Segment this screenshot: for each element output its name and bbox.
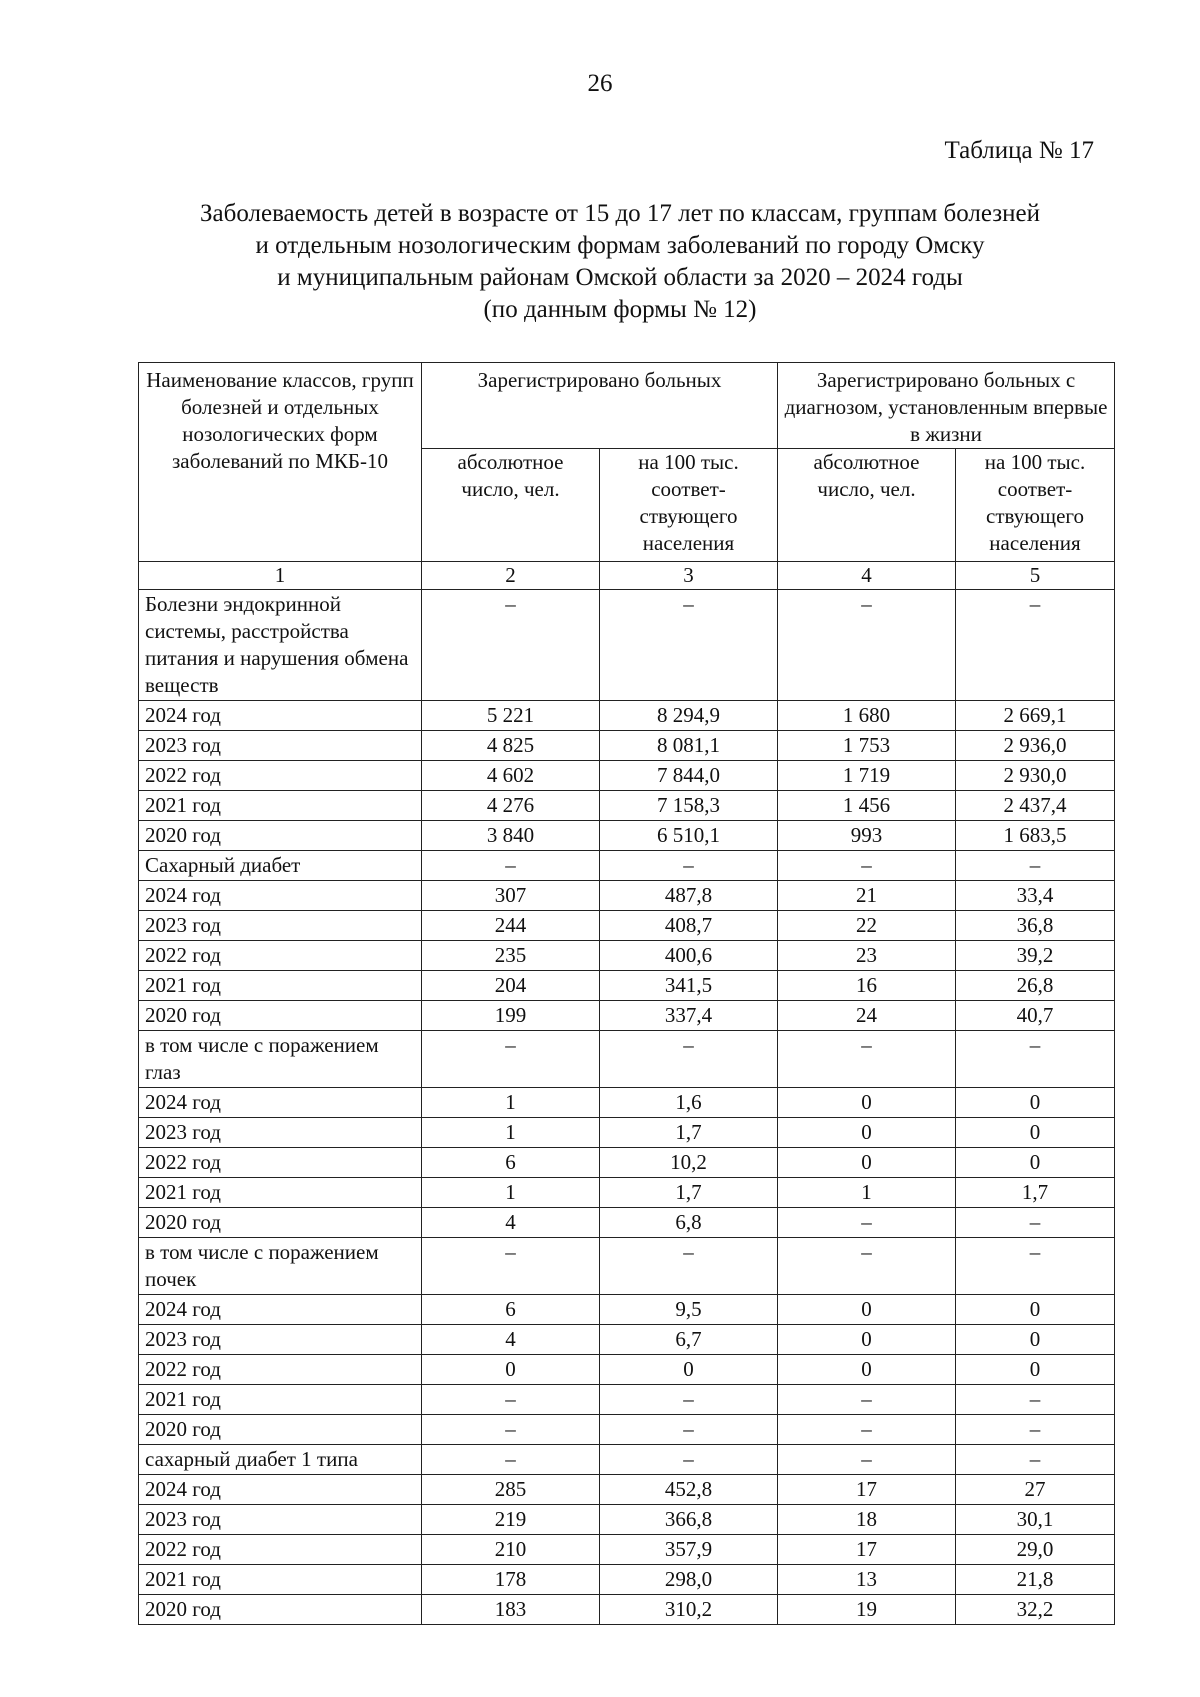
row-name: 2021 год <box>139 1565 422 1595</box>
cell-c3: – <box>600 1031 778 1088</box>
table-row <box>139 1505 1115 1535</box>
row-name: 2020 год <box>139 1595 422 1625</box>
cell-c2: – <box>422 1385 600 1415</box>
cell-c4: – <box>778 1415 956 1445</box>
cell-c3: 337,4 <box>600 1001 778 1031</box>
cell-c2: 6 <box>422 1295 600 1325</box>
cell-c5: 36,8 <box>956 911 1115 941</box>
cell-c3: 8 081,1 <box>600 731 778 761</box>
table-row <box>139 821 1115 851</box>
row-name: 2024 год <box>139 1295 422 1325</box>
table-row <box>139 731 1115 761</box>
cell-c2: 219 <box>422 1505 600 1535</box>
cell-c4: 19 <box>778 1595 956 1625</box>
cell-c4: 0 <box>778 1295 956 1325</box>
cell-c5: 2 930,0 <box>956 761 1115 791</box>
cell-c5: 26,8 <box>956 971 1115 1001</box>
cell-c4: 17 <box>778 1535 956 1565</box>
table-row <box>139 851 1115 881</box>
table-row <box>139 1475 1115 1505</box>
cell-c2: – <box>422 1415 600 1445</box>
cell-c2: 4 276 <box>422 791 600 821</box>
row-name: 2022 год <box>139 941 422 971</box>
cell-c3: 452,8 <box>600 1475 778 1505</box>
table-row <box>139 1208 1115 1238</box>
row-name: 2020 год <box>139 1208 422 1238</box>
cell-c5: 0 <box>956 1325 1115 1355</box>
cell-c5: 32,2 <box>956 1595 1115 1625</box>
table-row <box>139 1535 1115 1565</box>
morbidity-table <box>138 362 1115 1625</box>
cell-c3: – <box>600 1445 778 1475</box>
cell-c4: 13 <box>778 1565 956 1595</box>
cell-c5: – <box>956 1238 1115 1295</box>
table-row <box>139 1325 1115 1355</box>
cell-c4: 1 <box>778 1178 956 1208</box>
cell-c3: – <box>600 1238 778 1295</box>
cell-c3: 408,7 <box>600 911 778 941</box>
cell-c2: – <box>422 1238 600 1295</box>
table-row <box>139 1238 1115 1295</box>
cell-c5: – <box>956 1415 1115 1445</box>
cell-c4: 22 <box>778 911 956 941</box>
cell-c2: 307 <box>422 881 600 911</box>
row-name: 2023 год <box>139 1118 422 1148</box>
cell-c3: 0 <box>600 1355 778 1385</box>
cell-c4: 1 456 <box>778 791 956 821</box>
table-label: Таблица № 17 <box>944 137 1094 164</box>
row-name: 2021 год <box>139 1178 422 1208</box>
header-registered-first: Зарегистрировано больных с диагнозом, установленным впервые в жизни <box>778 363 1115 449</box>
cell-c2: 4 <box>422 1208 600 1238</box>
header-absolute: абсолютное число, чел. <box>422 449 600 562</box>
cell-c4: 23 <box>778 941 956 971</box>
cell-c2: 4 825 <box>422 731 600 761</box>
cell-c2: 5 221 <box>422 701 600 731</box>
table-row <box>139 1001 1115 1031</box>
table-row <box>139 791 1115 821</box>
cell-c4: 17 <box>778 1475 956 1505</box>
cell-c2: 199 <box>422 1001 600 1031</box>
cell-c5: 2 669,1 <box>956 701 1115 731</box>
cell-c3: 366,8 <box>600 1505 778 1535</box>
title-line: (по данным формы № 12) <box>483 296 757 323</box>
cell-c4: 1 753 <box>778 731 956 761</box>
row-name: 2023 год <box>139 1325 422 1355</box>
cell-c3: 487,8 <box>600 881 778 911</box>
cell-c5: 0 <box>956 1148 1115 1178</box>
row-name: 2022 год <box>139 1535 422 1565</box>
cell-c3: 7 844,0 <box>600 761 778 791</box>
cell-c5: 1 683,5 <box>956 821 1115 851</box>
cell-c3: 7 158,3 <box>600 791 778 821</box>
cell-c3: 357,9 <box>600 1535 778 1565</box>
cell-c3: 8 294,9 <box>600 701 778 731</box>
header-absolute-first: абсолютное число, чел. <box>778 449 956 562</box>
row-name: 2022 год <box>139 761 422 791</box>
cell-c5: 29,0 <box>956 1535 1115 1565</box>
cell-c3: – <box>600 590 778 701</box>
cell-c5: 0 <box>956 1088 1115 1118</box>
cell-c4: 0 <box>778 1088 956 1118</box>
row-name: 2021 год <box>139 971 422 1001</box>
cell-c3: 6,8 <box>600 1208 778 1238</box>
document-title <box>100 198 1140 326</box>
cell-c4: 21 <box>778 881 956 911</box>
table-row <box>139 1178 1115 1208</box>
table-body <box>139 590 1115 1625</box>
cell-c4: 1 680 <box>778 701 956 731</box>
table-row <box>139 1385 1115 1415</box>
cell-c5: 39,2 <box>956 941 1115 971</box>
column-number: 5 <box>956 562 1115 590</box>
row-name: Сахарный диабет <box>139 851 422 881</box>
page-number: 26 <box>587 70 613 97</box>
cell-c5: – <box>956 1031 1115 1088</box>
cell-c3: 341,5 <box>600 971 778 1001</box>
cell-c2: 6 <box>422 1148 600 1178</box>
table-row <box>139 1088 1115 1118</box>
cell-c3: – <box>600 1385 778 1415</box>
cell-c5: 27 <box>956 1475 1115 1505</box>
table-row <box>139 1595 1115 1625</box>
cell-c2: 235 <box>422 941 600 971</box>
cell-c4: – <box>778 1445 956 1475</box>
cell-c5: 0 <box>956 1355 1115 1385</box>
title-line: Заболеваемость детей в возрасте от 15 до 17 лет по классам, группам болезней <box>199 200 1041 227</box>
row-name: 2024 год <box>139 1475 422 1505</box>
table-row <box>139 911 1115 941</box>
table-row <box>139 881 1115 911</box>
cell-c2: 1 <box>422 1118 600 1148</box>
row-name: 2021 год <box>139 791 422 821</box>
table-row <box>139 1565 1115 1595</box>
cell-c4: 16 <box>778 971 956 1001</box>
cell-c3: – <box>600 851 778 881</box>
row-name: 2023 год <box>139 1505 422 1535</box>
cell-c2: 285 <box>422 1475 600 1505</box>
cell-c4: 0 <box>778 1118 956 1148</box>
cell-c5: 2 437,4 <box>956 791 1115 821</box>
cell-c2: – <box>422 1031 600 1088</box>
cell-c5: 0 <box>956 1295 1115 1325</box>
cell-c2: 4 <box>422 1325 600 1355</box>
table-row <box>139 1031 1115 1088</box>
row-name: сахарный диабет 1 типа <box>139 1445 422 1475</box>
cell-c4: 18 <box>778 1505 956 1535</box>
table-row <box>139 1355 1115 1385</box>
cell-c2: – <box>422 590 600 701</box>
cell-c4: – <box>778 590 956 701</box>
cell-c4: 1 719 <box>778 761 956 791</box>
cell-c4: 0 <box>778 1325 956 1355</box>
column-number: 4 <box>778 562 956 590</box>
cell-c2: – <box>422 1445 600 1475</box>
cell-c4: – <box>778 1385 956 1415</box>
table-row <box>139 1445 1115 1475</box>
cell-c3: 1,7 <box>600 1118 778 1148</box>
cell-c2: 204 <box>422 971 600 1001</box>
cell-c5: 0 <box>956 1118 1115 1148</box>
table-row <box>139 941 1115 971</box>
cell-c4: – <box>778 851 956 881</box>
table-row <box>139 1148 1115 1178</box>
column-number: 1 <box>139 562 422 590</box>
row-name: 2023 год <box>139 911 422 941</box>
cell-c4: – <box>778 1208 956 1238</box>
cell-c2: 1 <box>422 1178 600 1208</box>
table-row <box>139 1295 1115 1325</box>
row-name: в том числе с поражением почек <box>139 1238 422 1295</box>
cell-c2: 4 602 <box>422 761 600 791</box>
cell-c3: 1,6 <box>600 1088 778 1118</box>
cell-c2: 183 <box>422 1595 600 1625</box>
cell-c2: 3 840 <box>422 821 600 851</box>
cell-c5: 21,8 <box>956 1565 1115 1595</box>
cell-c4: – <box>778 1031 956 1088</box>
cell-c2: – <box>422 851 600 881</box>
cell-c2: 0 <box>422 1355 600 1385</box>
header-registered: Зарегистрировано больных <box>422 363 778 449</box>
table-row <box>139 761 1115 791</box>
column-number: 3 <box>600 562 778 590</box>
row-name: в том числе с поражением глаз <box>139 1031 422 1088</box>
cell-c5: 1,7 <box>956 1178 1115 1208</box>
row-name: 2020 год <box>139 1001 422 1031</box>
header-per-100k: на 100 тыс. соответ-ствующего населения <box>600 449 778 562</box>
cell-c4: 993 <box>778 821 956 851</box>
cell-c3: 400,6 <box>600 941 778 971</box>
cell-c4: – <box>778 1238 956 1295</box>
cell-c3: – <box>600 1415 778 1445</box>
table-row <box>139 1415 1115 1445</box>
cell-c5: 2 936,0 <box>956 731 1115 761</box>
table-row <box>139 701 1115 731</box>
cell-c2: 178 <box>422 1565 600 1595</box>
cell-c2: 244 <box>422 911 600 941</box>
cell-c5: 33,4 <box>956 881 1115 911</box>
title-line: и отдельным нозологическим формам заболеваний по городу Омску <box>255 232 985 259</box>
column-number: 2 <box>422 562 600 590</box>
cell-c5: – <box>956 851 1115 881</box>
cell-c2: 210 <box>422 1535 600 1565</box>
cell-c3: 10,2 <box>600 1148 778 1178</box>
cell-c5: – <box>956 590 1115 701</box>
row-name: 2020 год <box>139 1415 422 1445</box>
row-name: 2021 год <box>139 1385 422 1415</box>
row-name: 2023 год <box>139 731 422 761</box>
cell-c3: 6,7 <box>600 1325 778 1355</box>
cell-c5: – <box>956 1385 1115 1415</box>
cell-c3: 9,5 <box>600 1295 778 1325</box>
cell-c4: 24 <box>778 1001 956 1031</box>
cell-c5: – <box>956 1445 1115 1475</box>
cell-c3: 1,7 <box>600 1178 778 1208</box>
cell-c5: – <box>956 1208 1115 1238</box>
table-row <box>139 1118 1115 1148</box>
title-line: и муниципальным районам Омской области за 2020 – 2024 годы <box>277 264 963 291</box>
row-name: 2022 год <box>139 1355 422 1385</box>
row-name: 2024 год <box>139 881 422 911</box>
table-row <box>139 971 1115 1001</box>
cell-c4: 0 <box>778 1148 956 1178</box>
row-name: 2020 год <box>139 821 422 851</box>
cell-c4: 0 <box>778 1355 956 1385</box>
header-per-100k-first: на 100 тыс. соответ-ствующего населения <box>956 449 1115 562</box>
cell-c3: 298,0 <box>600 1565 778 1595</box>
cell-c5: 30,1 <box>956 1505 1115 1535</box>
row-name: 2024 год <box>139 1088 422 1118</box>
cell-c3: 6 510,1 <box>600 821 778 851</box>
cell-c3: 310,2 <box>600 1595 778 1625</box>
table-row <box>139 590 1115 701</box>
row-name: Болезни эндокринной системы, расстройства питания и нарушения обмена веществ <box>139 590 422 701</box>
row-name: 2022 год <box>139 1148 422 1178</box>
header-name-column: Наименование классов, групп болезней и отдельных нозологических форм заболеваний по МКБ-10 <box>139 363 422 562</box>
row-name: 2024 год <box>139 701 422 731</box>
cell-c2: 1 <box>422 1088 600 1118</box>
cell-c5: 40,7 <box>956 1001 1115 1031</box>
